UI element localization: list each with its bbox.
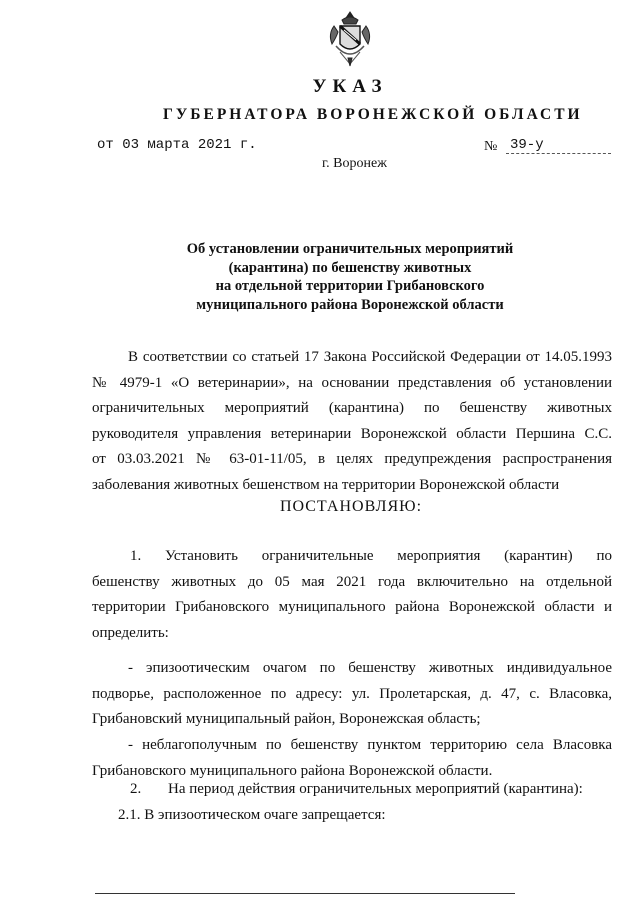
document-number: 39-у: [506, 137, 611, 154]
document-subject: [160, 240, 540, 314]
preamble-line: № 4979-1 «О ветеринарии», на основании представления об установлении: [92, 374, 612, 391]
subject-line: Об установлении ограничительных мероприятий: [186, 241, 514, 257]
document-title: УКАЗ: [312, 76, 388, 97]
preamble-line: В соответствии со статьей 17 Закона Российской Федерации от 14.05.1993: [128, 349, 612, 365]
item-2-text: На период действия ограничительных мероприятий (карантина):: [168, 781, 583, 797]
bullet-1-line: - эпизоотическим очагом по бешенству животных индивидуальное: [128, 660, 612, 676]
bullet-1-line: подворье, расположенное по адресу: ул. Пролетарская, д. 47, с. Власовка,: [92, 685, 612, 702]
subject-line: на отдельной территории Грибановского: [215, 278, 485, 294]
item-1-line: 1. Установить ограничительные мероприятия (карантин) по: [130, 548, 612, 564]
item-2: [130, 781, 583, 798]
bullet-2-line: Грибановского муниципального района Воронежской области.: [92, 762, 493, 779]
item-2-1: 2.1. В эпизоотическом очаге запрещается:: [118, 807, 386, 823]
coat-of-arms-icon: [326, 10, 374, 68]
footer-divider: [95, 893, 515, 894]
item-1-line: бешенству животных до 05 мая 2021 года включительно на отдельной: [92, 573, 612, 590]
bullet-2-paragraph: [92, 733, 612, 784]
item-1-paragraph: [92, 544, 612, 646]
bullet-1-line: Грибановский муниципальный район, Воронежская область;: [92, 711, 481, 727]
item-2-number: 2.: [130, 781, 142, 797]
preamble-line: от 03.03.2021 № 63-01-11/05, в целях предупреждения распространения: [92, 451, 612, 467]
bullet-1-paragraph: [92, 656, 612, 733]
document-date: от 03 марта 2021 г.: [97, 137, 257, 153]
document-issuer: ГУБЕРНАТОРА ВОРОНЕЖСКОЙ ОБЛАСТИ: [163, 106, 583, 123]
item-1-line: территории Грибановского муниципального района Воронежской области и: [92, 599, 612, 615]
preamble-paragraph: [92, 345, 612, 498]
subject-line: (карантина) по бешенству животных: [228, 259, 472, 276]
preamble-line: руководителя управления ветеринарии Воронежской области Першина С.С.: [92, 425, 612, 442]
preamble-line: заболевания животных бешенством на территории Воронежской области: [92, 476, 560, 493]
subject-line: муниципального района Воронежской области: [196, 296, 504, 313]
document-city: г. Воронеж: [322, 156, 387, 171]
preamble-line: ограничительных мероприятий (карантина) по бешенству животных: [92, 400, 612, 416]
number-sign: №: [484, 139, 498, 154]
bullet-2-line: - неблагополучным по бешенству пунктом территорию села Власовка: [128, 737, 612, 753]
item-1-line: определить:: [92, 624, 169, 641]
decree-word: ПОСТАНОВЛЯЮ:: [279, 498, 423, 515]
